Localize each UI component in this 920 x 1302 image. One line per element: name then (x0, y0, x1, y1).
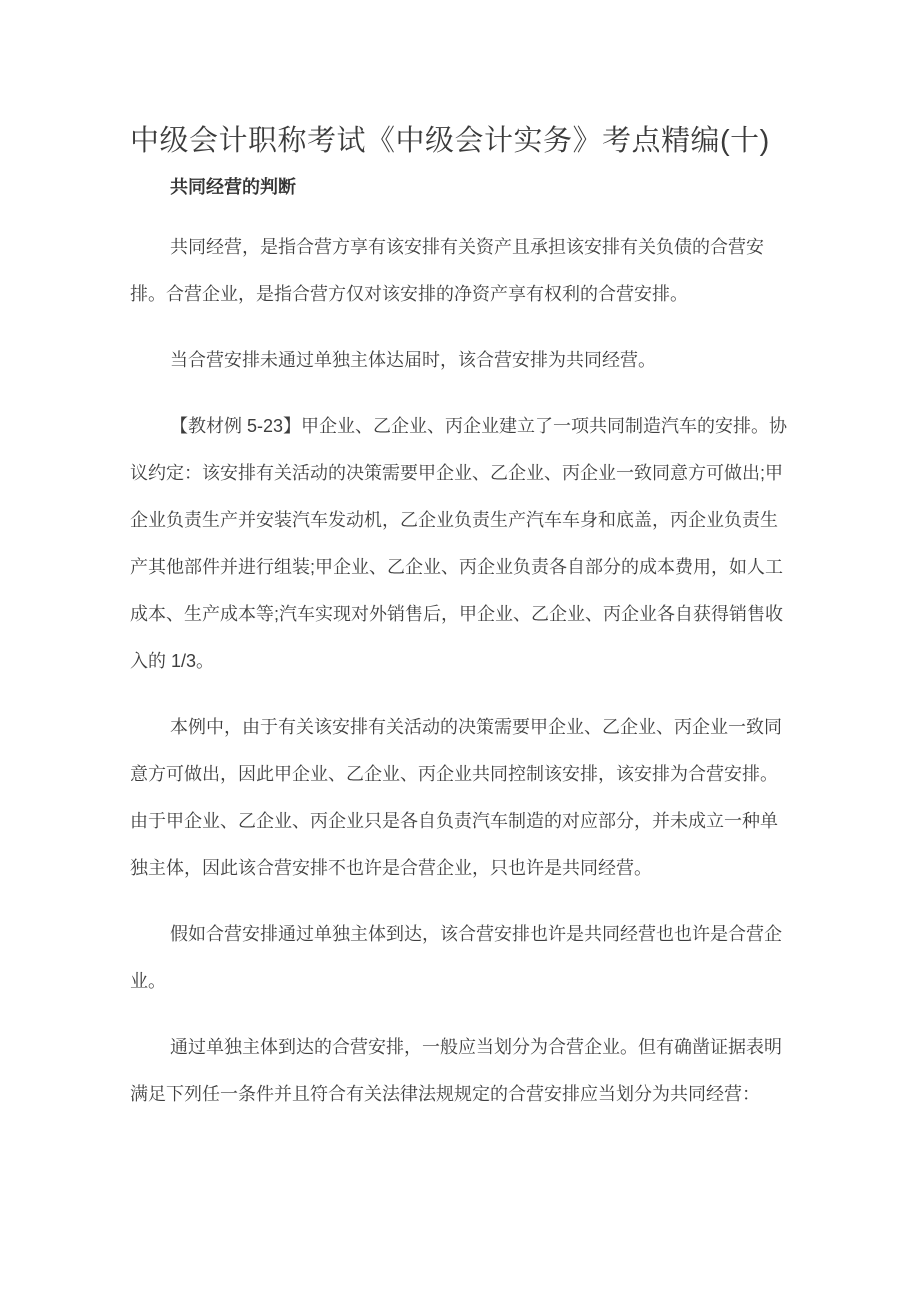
section-heading: 共同经营的判断 (170, 177, 296, 197)
paragraph-rule: 当合营安排未通过单独主体达届时，该合营安排为共同经营。 (170, 350, 656, 370)
paragraph-example-analysis: 本例中，由于有关该安排有关活动的决策需要甲企业、乙企业、丙企业一致同意方可做出，因此甲企业、乙企业、丙企业共同控制该安排，该安排为合营安排。由于甲企业、乙企业、丙企业只是各自负责汽车制造的对应部分，并未成立一种单独主体，因此该合营安排不也许是合营企业，只也许是共同经营。 (130, 717, 782, 878)
paragraph-textbook-example: 【教材例 5-23】甲企业、乙企业、丙企业建立了一项共同制造汽车的安排。协议约定：该安排有关活动的决策需要甲企业、乙企业、丙企业一致同意方可做出;甲企业负责生产并安装汽车发动机，乙企业负责生产汽车车身和底盖，丙企业负责生产其他部件并进行组装;甲企业、乙企业、丙企业负责各自部分的成本费用，如人工成本、生产成本等;汽车实现对外销售后，甲企业、乙企业、丙企业各自获得销售收入的 1/3。 (130, 416, 788, 671)
paragraph-classification-conditions: 通过单独主体到达的合营安排，一般应当划分为合营企业。但有确凿证据表明满足下列任一条件并且符合有关法律法规规定的合营安排应当划分为共同经营： (130, 1037, 782, 1104)
paragraph-separate-entity: 假如合营安排通过单独主体到达，该合营安排也许是共同经营也也许是合营企业。 (130, 924, 782, 991)
paragraph-definition: 共同经营，是指合营方享有该安排有关资产且承担该安排有关负债的合营安排。合营企业，是指合营方仅对该安排的净资产享有权利的合营安排。 (130, 237, 764, 304)
page-title: 中级会计职称考试《中级会计实务》考点精编(十) (130, 125, 770, 157)
